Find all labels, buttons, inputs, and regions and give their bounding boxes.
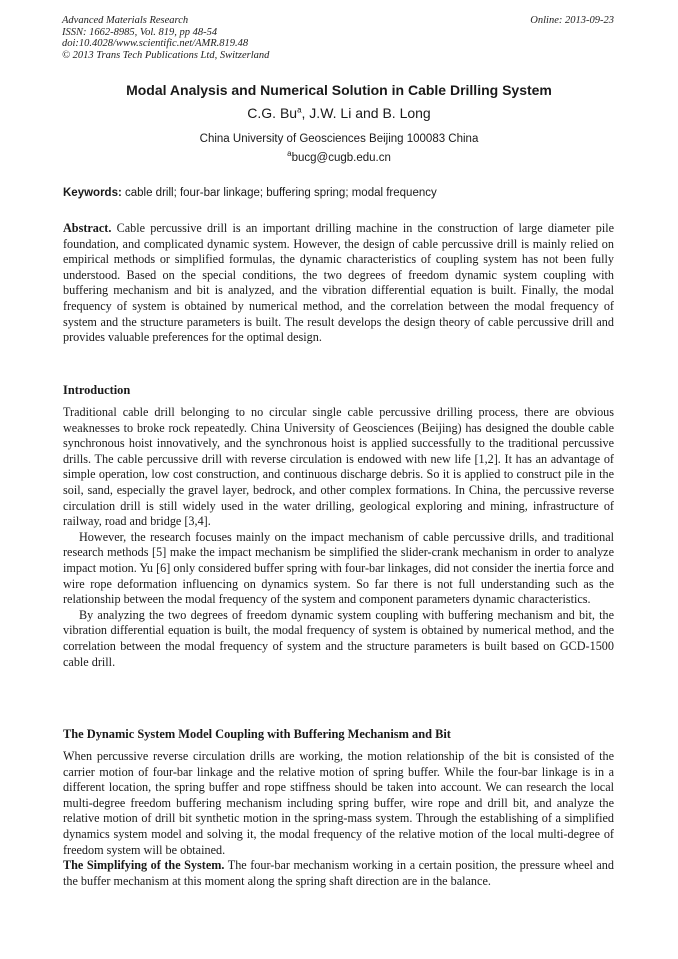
paper-title: Modal Analysis and Numerical Solution in Cable Drilling System (126, 82, 552, 98)
doi-line[interactable]: doi:10.4028/www.scientific.net/AMR.819.48 (62, 38, 249, 49)
author-email (0, 149, 678, 164)
dynamic-paragraph: When percussive reverse circulation drills are working, the motion relationship of the bit is consisted of the carrier motion of four-bar linkage and the relative motion of spring buffer. While the four-bar linkage is in a different location, the spring buffer and rope stiffness should be taken into account. We can research the local multi-degree freedom buffering mechanism including spring buffer, wire rope and drill bit, and analyze the relative motion of drill bit synthetic motion in the spring-mass system. Through the establishing of a simplified dynamics system model and solving it, the modal frequency of the relative motion of the local multi-degree of freedom system will be obtained. (63, 749, 614, 857)
keywords (63, 187, 614, 199)
email-superscript: a (287, 149, 292, 159)
introduction-body (63, 405, 614, 670)
abstract-text: Cable percussive drill is an important drilling machine in the construction of large diameter pile foundation, and complicated dynamic system. However, the design of cable percussive drill is mainly relied on empirical methods or simplified formulas, the dynamic characteristics of coupling system has not been fully understood. Based on the special conditions, the two degrees of freedom dynamic system coupling with buffering mechanism and bit is analyzed, and the vibration differential equation is built. Finally, the modal frequency of system is obtained by numerical method, and the correlation between the modal frequency of system and the structure parameters is built. The result develops the design theory of cable percussive drill and provides valuable preferences for the optimal design. (63, 221, 614, 345)
subheading-text: The four-bar mechanism working in a certain position, the pressure wheel and the buffer mechanism at this moment along the spring shaft direction are in the balance. (63, 858, 614, 888)
journal-name: Advanced Materials Research (62, 15, 189, 26)
email-address[interactable]: bucg@cugb.edu.cn (291, 152, 391, 164)
online-date: Online: 2013-09-23 (530, 15, 614, 26)
author-list (0, 105, 678, 121)
keywords-label: Keywords: (63, 187, 122, 199)
section-heading-dynamic-model: The Dynamic System Model Coupling with Buffering Mechanism and Bit (63, 727, 451, 741)
abstract-label: Abstract. (63, 221, 112, 235)
intro-paragraph-3: By analyzing the two degrees of freedom dynamic system coupling with buffering mechanism and bit, the vibration differential equation is built, the modal frequency of system is obtained by numerical method, and the correlation between the modal frequency of system and the structure parameters is built based on GCD-1500 cable drill. (63, 607, 614, 669)
author-first: C.G. Bu (247, 105, 298, 121)
copyright-line: © 2013 Trans Tech Publications Ltd, Switzerland (62, 49, 270, 61)
issn-line: ISSN: 1662-8985, Vol. 819, pp 48-54 (62, 26, 218, 38)
author-first-superscript: a (297, 105, 302, 115)
author-rest: , J.W. Li and B. Long (301, 105, 431, 121)
subheading-simplifying: The Simplifying of the System. (63, 858, 225, 873)
journal-header (62, 15, 614, 61)
keywords-text: cable drill; four-bar linkage; buffering spring; modal frequency (125, 187, 437, 199)
dynamic-section-body (63, 749, 614, 889)
section-heading-introduction: Introduction (63, 383, 131, 397)
intro-paragraph-1: Traditional cable drill belonging to no circular single cable percussive drilling process, there are obvious weaknesses to broke rock repeatedly. China University of Geosciences (Beijing) has designed the double cable synchronous hoist innovatively, and the synchronous hoist is applied successfully to the traditional percussive drills. The cable percussive drill with reverse circulation is endowed with new life [1,2]. It has an advantage of simple operation, low cost construction, and continuous discharge debris. So it is applied to construct pile in the soil, sand, especially the gravel layer, bedrock, and other complex formations. In China, the percussive reverse circulation drill is still widely used in the water drilling, geological exploring and mining, infrastructure of railway, road and bridge [3,4]. (63, 405, 614, 529)
affiliation: China University of Geosciences Beijing 100083 China (199, 133, 479, 145)
abstract (63, 221, 614, 346)
intro-paragraph-2: However, the research focuses mainly on the impact mechanism of cable percussive drills, and traditional research methods [5] make the impact mechanism be simplified the slider-crank mechanism in order to analyze impact motion. Yu [6] only considered buffer spring with four-bar linkages, did not consider the inertia force and wire rope deformation influencing on dynamics system. So far there is not full understanding such as the relationship between the modal frequency of the system and component parameters dynamic characteristics. (63, 529, 614, 607)
